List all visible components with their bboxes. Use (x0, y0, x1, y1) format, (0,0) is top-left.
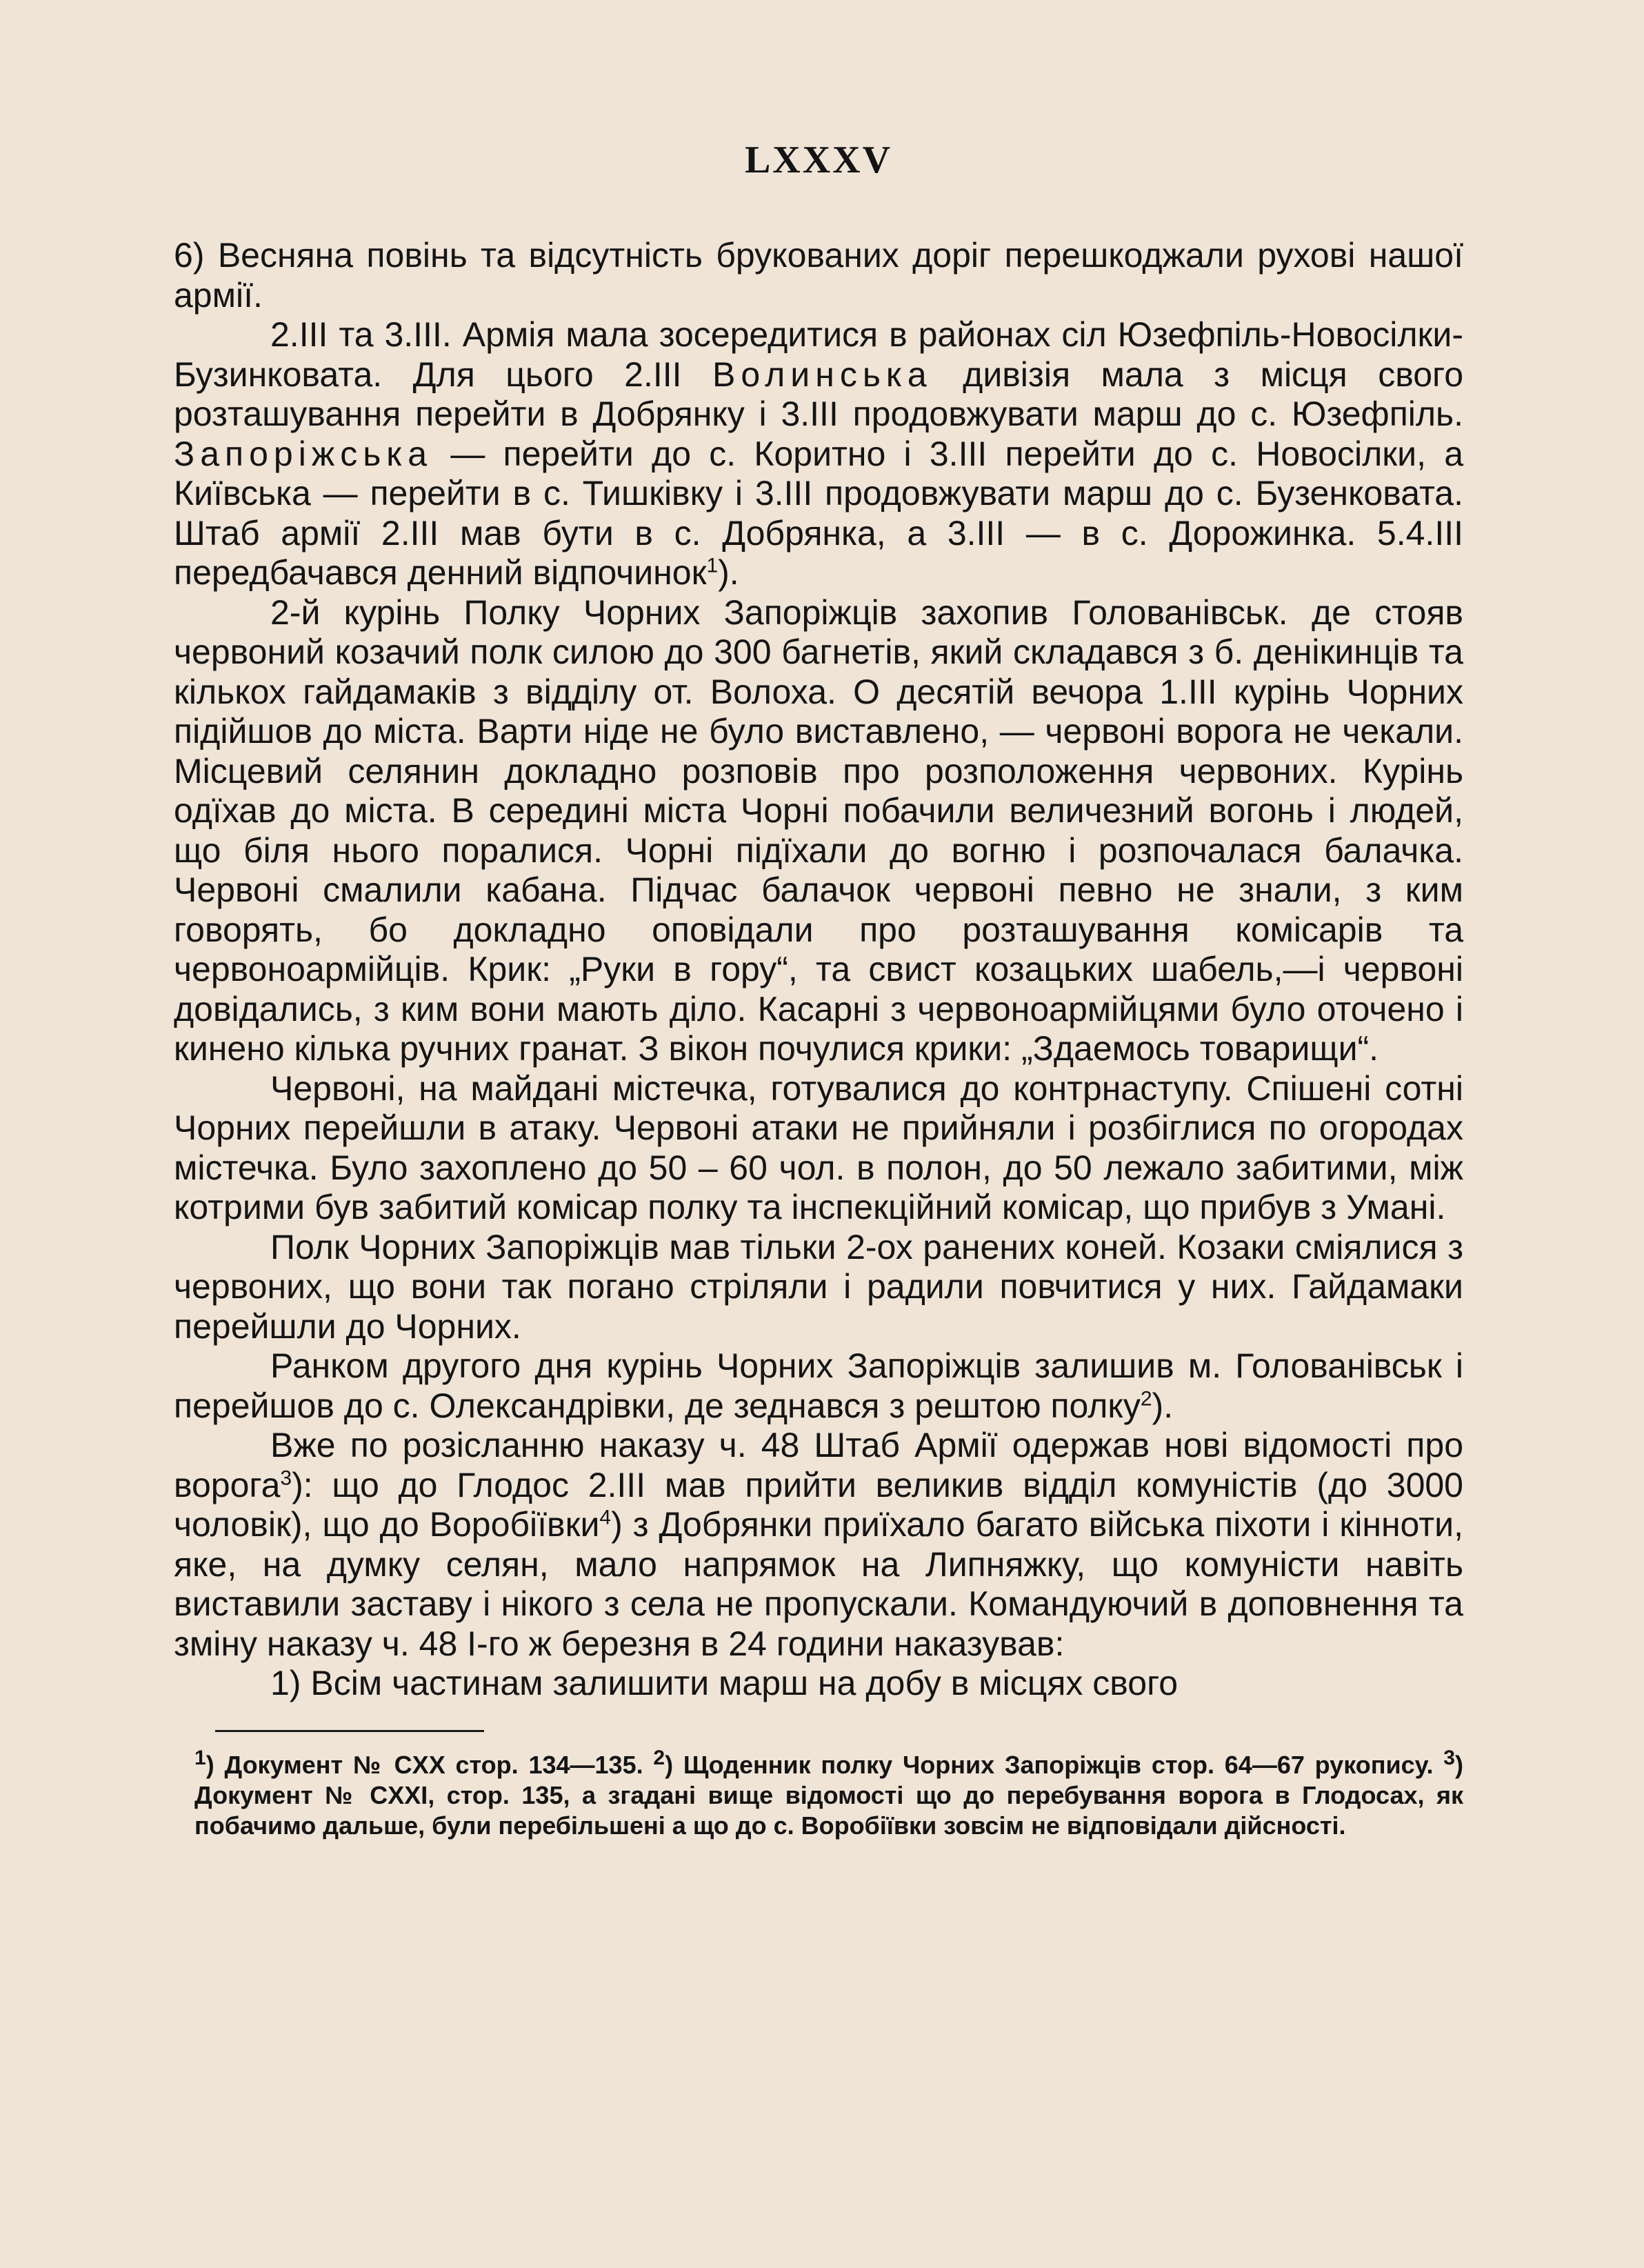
paragraph: 6) Весняна повінь та відсутність брукованих доріг перешкоджали рухові нашої армії. (174, 236, 1463, 315)
paragraph-text: ): що до Глодос 2.III мав прийти великив відділ комуністів (до 3000 чоловік), що до Воробіївки (174, 1465, 1463, 1544)
paragraph-text: 2.III та 3.III. Армія мала зосередитися в районах сіл Юзефпіль-Новосілки-Бузинковата. Для цього 2.III (174, 315, 1463, 394)
paragraph-text: ) з Добрянки приїхало багато війська піхоти і кінноти, яке, на думку селян, мало напрямок на Липняжку, що комуністи навіть виставили заставу і нікого з села не пропускали. Командуючий в доповнення та зміну наказу ч. 48 I-го ж березня в 24 години наказував: (174, 1505, 1463, 1663)
spaced-text: Волинська (712, 355, 932, 394)
footnote-text: ) Документ № CXX стор. 134—135. (206, 1750, 654, 1779)
paragraph-text: — перейти до с. Коритно і 3.III перейти до с. Новосілки, а Київська — перейти в с. Тишківку і 3.III продовжувати марш до с. Бузенковата. Штаб армії 2.III мав бути в с. Добрянка, а 3.III — в с. Дорожинка. 5.4.III передбачався денний відпочинок (174, 434, 1463, 592)
paragraph-text: дивізія мала з місця свого розташування перейти в Добрянку і 3.III продовжувати марш до с. Юзефпіль. (174, 355, 1463, 433)
footnote-ref: 1 (706, 554, 719, 577)
footnote-mark: 1 (194, 1746, 206, 1769)
paragraph: Червоні, на майдані містечка, готувалися до контрнаступу. Спішені сотні Чорних перейшли в атаку. Червоні атаки не прийняли і розбіглися по огородах містечка. Було захоплено до 50 – 60 чол. в полон, до 50 лежало забитими, між котрими був забитий комісар полку та інспекційний комісар, що прибув з Умані. (174, 1068, 1463, 1226)
footnote-text: ) Щоденник полку Чорних Запоріжців стор. 64—67 рукопису. (665, 1750, 1444, 1779)
paragraph-text: ). (718, 553, 739, 592)
paragraph-text: Ранком другого дня курінь Чорних Запоріжців залишив м. Голованівськ і перейшов до с. Олександрівки, де зеднався з рештою полку (174, 1346, 1463, 1425)
page-number: LXXXV (744, 139, 893, 181)
paragraph (174, 1346, 1463, 1426)
paragraph: 2-й курінь Полку Чорних Запоріжців захопив Голованівськ. де стояв червоний козачий полк силою до 300 багнетів, який складався з б. денікинців та кількох гайдамаків з відділу от. Волоха. О десятій вечора 1.III курінь Чорних підійшов до міста. Варти ніде не було виставлено, — червоні ворога не чекали. Місцевий селянин докладно розповів про розположення червоних. Курінь одїхав до міста. В середині міста Чорні побачили величезний вогонь і людей, що біля нього поралися. Чорні підїхали до вогню і розпочалася балачка. Червоні смалили кабана. Підчас балачок червоні певно не знали, з ким говорять, бо докладно оповідали про розташування комісарів та червоноармійців. Крик: „Руки в гору“, та свист козацьких шабель,—і червоні довідались, з ким вони мають діло. Касарні з червоноармійцями було оточено і кинено кілька ручних гранат. З вікон почулися крики: „Здаемось товарищи“. (174, 593, 1463, 1068)
paragraph-text: ). (1152, 1386, 1174, 1425)
footnote-ref: 3 (280, 1466, 292, 1489)
paragraph: 1) Всім частинам залишити марш на добу в місцях свого (270, 1664, 1179, 1702)
paragraph-text: Вже по розісланню наказу ч. 48 Штаб Армії одержав нові відомості про ворога (174, 1426, 1463, 1504)
footnote-mark: 3 (1443, 1746, 1455, 1769)
paragraph (174, 1426, 1463, 1664)
footnote-ref: 4 (599, 1506, 612, 1529)
footnote-text: ) Документ № CXXI, стор. 135, а згадані вище відомості що до перебування ворога в Глодосах, як побачимо дальше, були перебільшені а що до с. Воробіївки зовсім не відповідали дійсності. (194, 1750, 1463, 1840)
paragraph (174, 315, 1463, 593)
footnote-divider (215, 1730, 484, 1732)
spaced-text: Запоріжська (174, 434, 433, 473)
paragraph: Полк Чорних Запоріжців мав тільки 2-ох ранених коней. Козаки сміялися з червоних, що вони так погано стріляли і радили повчитися у них. Гайдамаки перейшли до Чорних. (174, 1227, 1463, 1346)
footnote-mark: 2 (653, 1746, 665, 1769)
footnotes (174, 1746, 1463, 1841)
footnote-ref: 2 (1140, 1386, 1152, 1410)
body-text (174, 236, 1463, 1704)
